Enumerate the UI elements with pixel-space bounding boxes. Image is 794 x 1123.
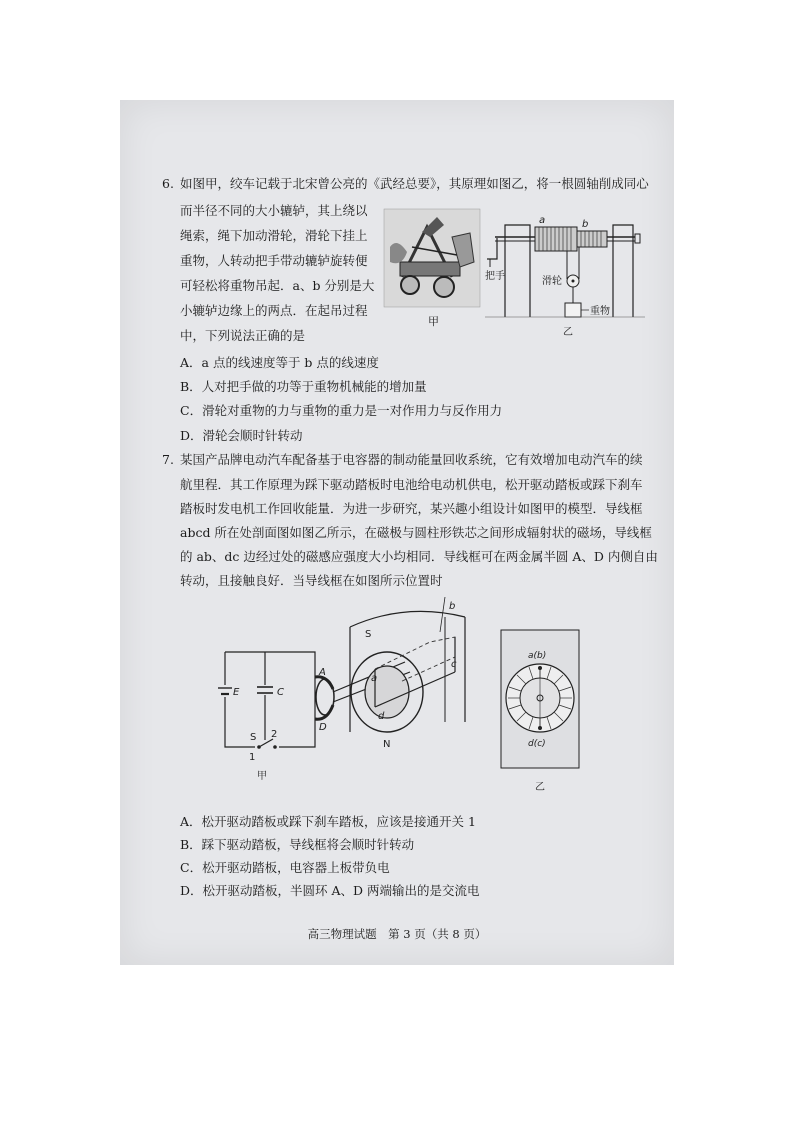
q6-line-2: 而半径不同的大小辘轳，其上绕以 xyxy=(180,203,368,218)
label-point-b: b xyxy=(582,219,589,230)
exam-page xyxy=(120,100,674,965)
winch-photo-figure xyxy=(382,207,482,309)
q6-option-b: B．人对把手做的功等于重物机械能的增加量 xyxy=(180,379,427,394)
label-bottom-dc: d(c) xyxy=(528,739,546,749)
label-capacitor-c: C xyxy=(277,687,284,698)
label-corner-c: c xyxy=(451,659,457,670)
q7-line-5: 的 ab、dc 边经过处的磁感应强度大小均相同．导线框可在两金属半圆 A、D 内侧自由 xyxy=(180,549,658,564)
q7-option-d: D．松开驱动踏板，半圆环 A、D 两端输出的是交流电 xyxy=(180,883,480,898)
circuit-generator-figure xyxy=(215,597,480,787)
label-switch-s: S xyxy=(250,732,257,743)
label-pole-n: N xyxy=(383,739,391,750)
q6-option-c: C．滑轮对重物的力与重物的重力是一对作用力与反作用力 xyxy=(180,403,503,418)
label-top-ab: a(b) xyxy=(528,651,547,661)
q6-option-a: A．a 点的线速度等于 b 点的线速度 xyxy=(180,355,379,370)
page-footer: 高三物理试题 第 3 页（共 8 页） xyxy=(307,927,487,941)
q7-line-3: 踏板时发电机工作回收能量．为进一步研究，某兴趣小组设计如图甲的模型．导线框 xyxy=(180,501,643,516)
label-pole-s: S xyxy=(365,629,372,640)
q7-figure-jia-caption: 甲 xyxy=(257,771,267,782)
q7-number: 7. xyxy=(162,452,174,467)
label-handle: 把手 xyxy=(485,271,505,282)
radial-field-figure xyxy=(500,628,582,798)
label-battery-e: E xyxy=(233,687,240,698)
label-weight: 重物 xyxy=(590,306,610,317)
q6-line-1: 如图甲，绞车记载于北宋曾公亮的《武经总要》，其原理如图乙，将一根圆轴削成同心 xyxy=(180,176,649,191)
label-corner-b: b xyxy=(449,601,456,612)
label-point-a: a xyxy=(539,215,546,226)
q6-line-4: 重物，人转动把手带动辘轳旋转便 xyxy=(180,253,368,268)
q6-option-d: D．滑轮会顺时针转动 xyxy=(180,428,303,443)
q7-option-b: B．踩下驱动踏板，导线框将会顺时针转动 xyxy=(180,837,415,852)
label-contact-2: 2 xyxy=(271,729,278,740)
q6-figure-jia-caption: 甲 xyxy=(428,315,439,328)
q7-line-2: 航里程．其工作原理为踩下驱动踏板时电池给电动机供电，松开驱动踏板或踩下刹车 xyxy=(180,477,643,492)
label-ring-d: D xyxy=(319,722,327,733)
q6-number: 6. xyxy=(162,176,174,191)
q6-figure-yi-caption: 乙 xyxy=(563,327,573,338)
q7-figure-yi-caption: 乙 xyxy=(535,782,545,793)
q7-option-a: A．松开驱动踏板或踩下刹车踏板，应该是接通开关 1 xyxy=(180,814,476,829)
label-corner-d: d xyxy=(378,711,385,722)
winch-diagram-figure xyxy=(485,207,650,347)
label-pulley: 滑轮 xyxy=(542,276,562,287)
label-ring-a: A xyxy=(319,667,326,678)
q7-option-c: C．松开驱动踏板，电容器上板带负电 xyxy=(180,860,390,875)
q7-line-4: abcd 所在处剖面图如图乙所示，在磁极与圆柱形铁芯之间形成辐射状的磁场，导线框 xyxy=(180,525,652,540)
q7-line-1: 某国产品牌电动汽车配备基于电容器的制动能量回收系统，它有效增加电动汽车的续 xyxy=(180,452,643,467)
q6-line-5: 可轻松将重物吊起．a、b 分别是大 xyxy=(180,278,375,293)
q6-line-3: 绳索，绳下加动滑轮，滑轮下挂上 xyxy=(180,228,368,243)
label-contact-1: 1 xyxy=(249,752,256,763)
q6-line-7: 中，下列说法正确的是 xyxy=(180,328,306,343)
q7-line-6: 转动，且接触良好．当导线框在如图所示位置时 xyxy=(180,573,443,588)
label-corner-a: a xyxy=(371,673,378,684)
q6-line-6: 小辘轳边缘上的两点．在起吊过程 xyxy=(180,303,368,318)
